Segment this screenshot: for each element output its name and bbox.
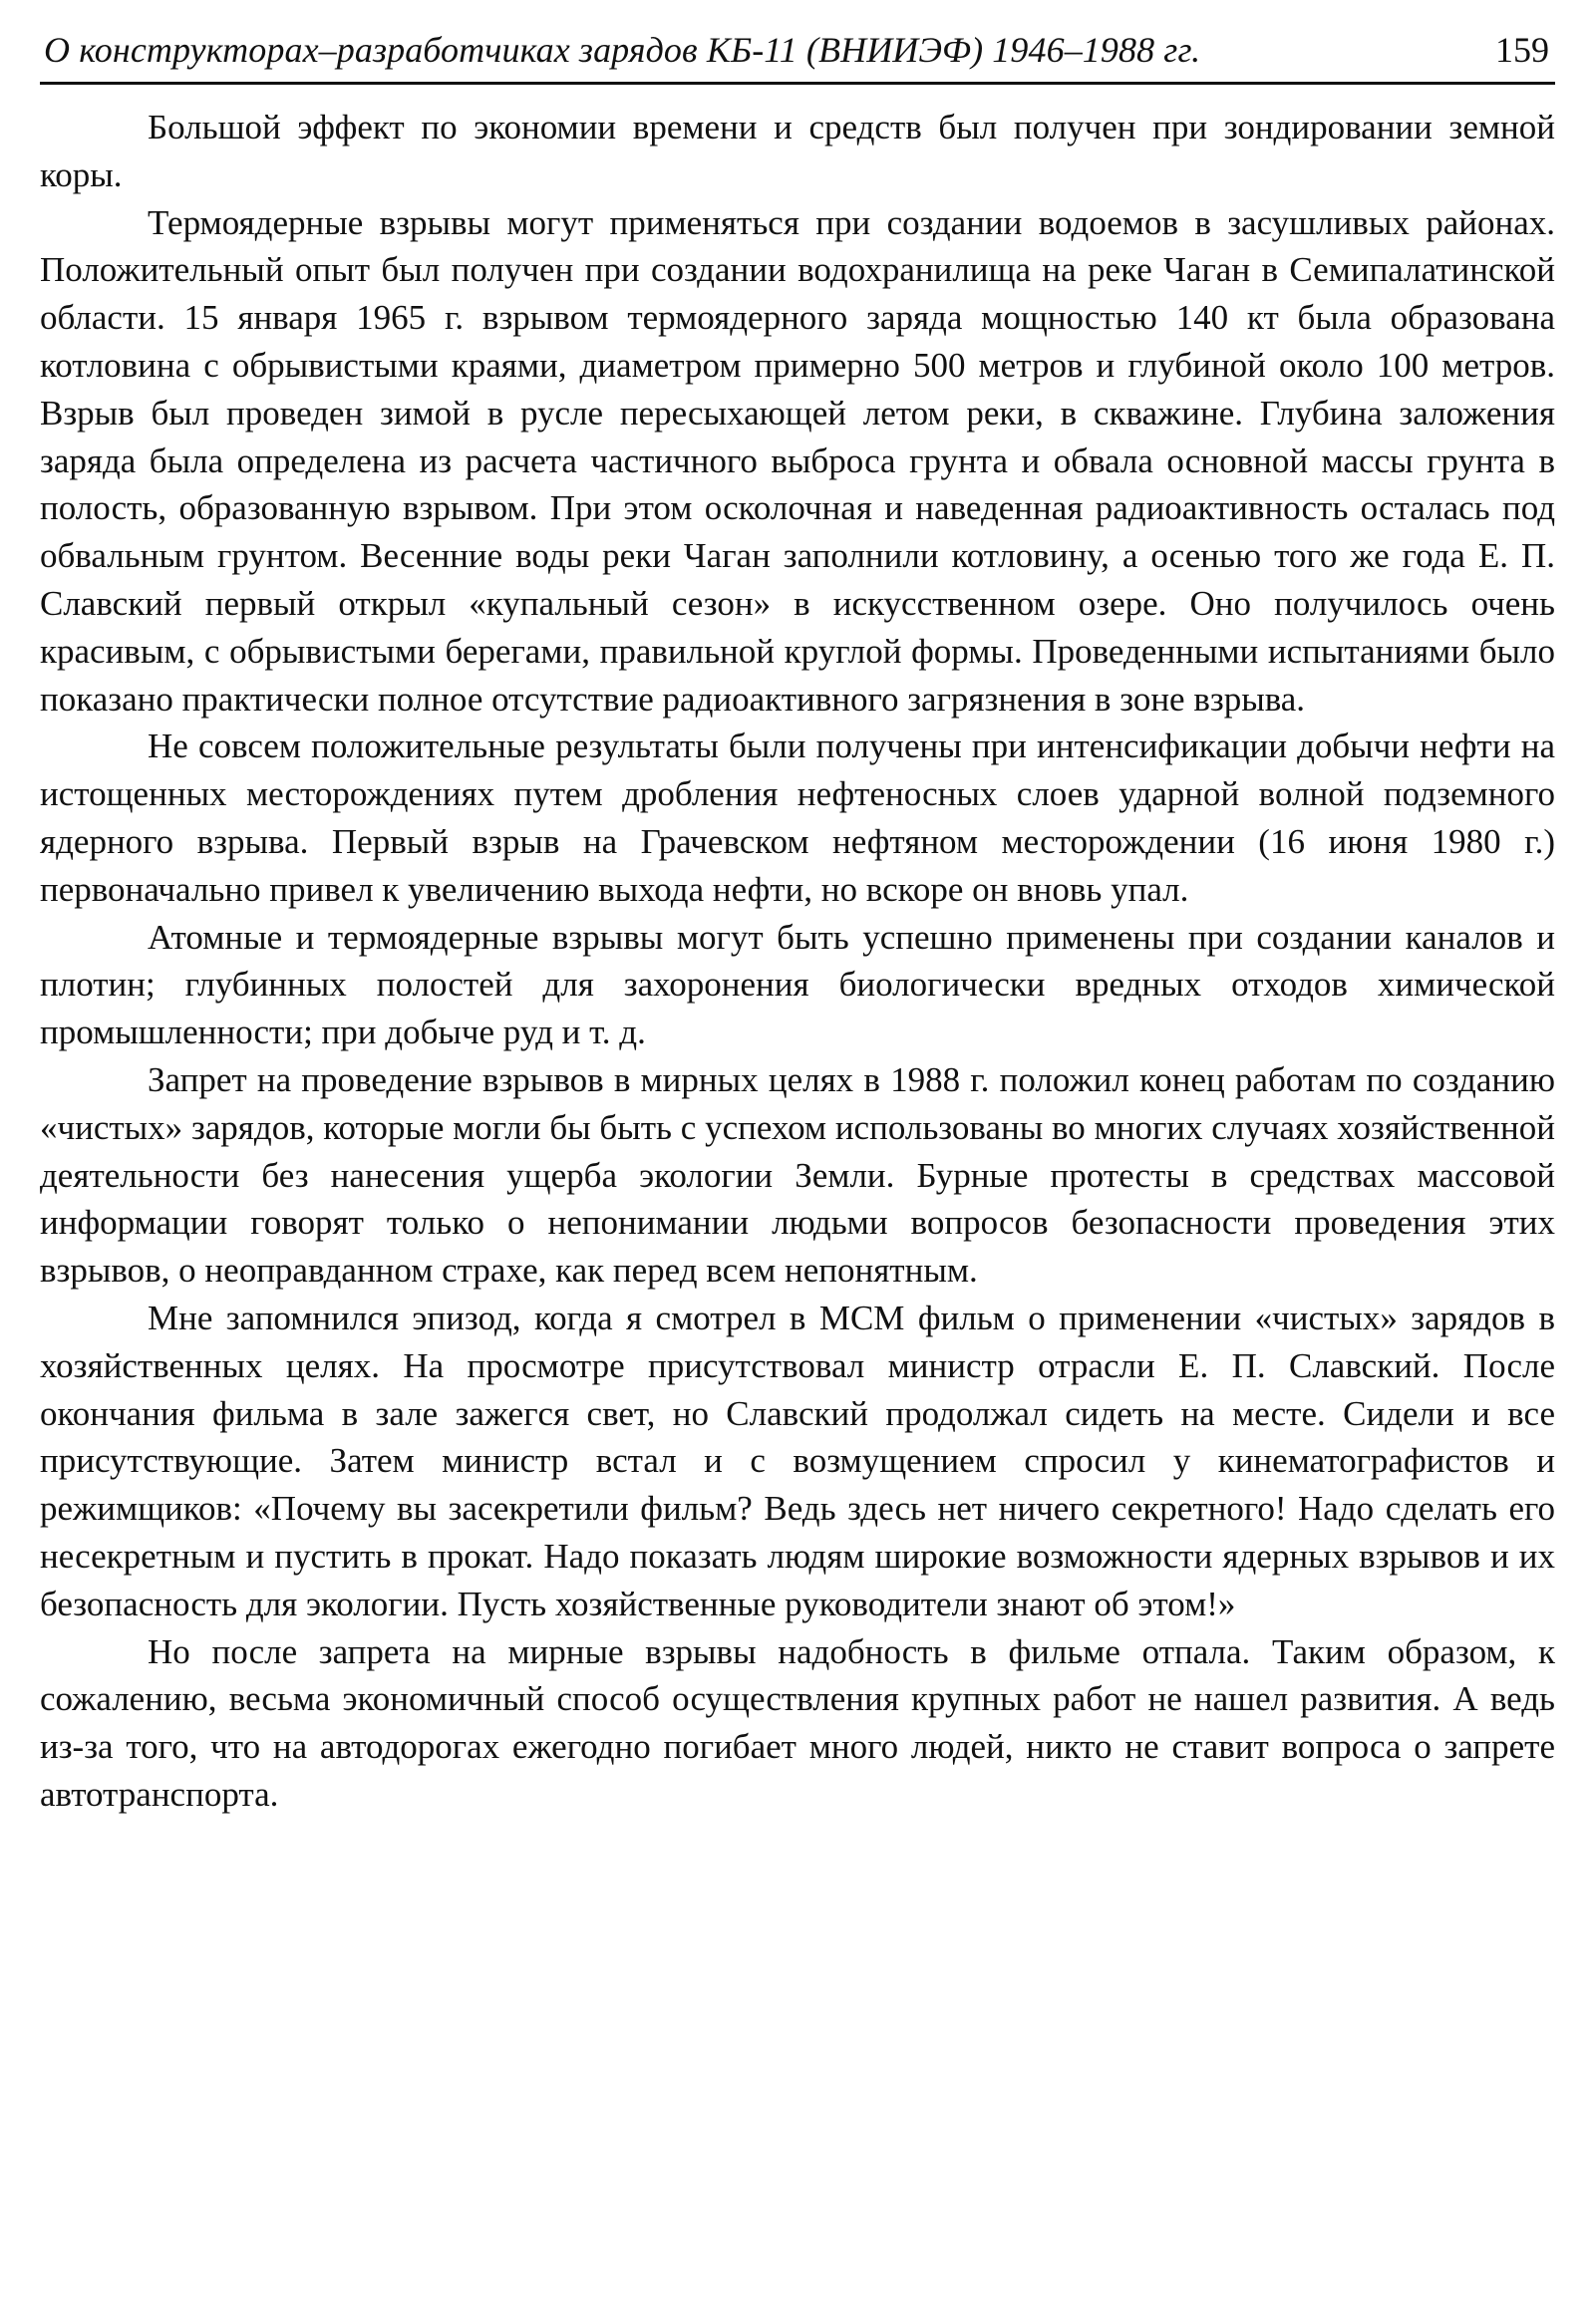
paragraph-2: Термоядерные взрывы могут применяться при создании водоемов в засушливых районах. Положительный опыт был получен при создании водохранилища на реке Чаган в Семипалатинской области. 15 января 1965 г. взрывом термоядерного заряда мощностью 140 кт была образована котловина с обрывистыми краями, диаметром примерно 500 метров и глубиной около 100 метров. Взрыв был проведен зимой в русле пересыхающей летом реки, в скважине. Глубина заложения заряда была определена из расчета частичного выброса грунта и обвала основной массы грунта в полость, образованную взрывом. При этом осколочная и наведенная радиоактивность осталась под обвальным грунтом. Весенние воды реки Чаган заполнили котловину, а осенью того же года Е. П. Славский первый открыл «купальный сезон» в искусственном озере. Оно получилось очень красивым, с обрывистыми берегами, правильной круглой формы. Проведенными испытаниями было показано практически полное отсутствие радиоактивного загрязнения в зоне взрыва. xyxy=(40,202,1555,719)
book-page xyxy=(40,22,1555,2294)
running-title: О конструкторах–разработчиках зарядов КБ-11 (ВНИИЭФ) 1946–1988 гг. xyxy=(44,30,1201,70)
paragraph-3: Не совсем положительные результаты были получены при интенсификации добычи нефти на истощенных месторождениях путем дробления нефтеносных слоев ударной волной подземного ядерного взрыва. Первый взрыв на Грачевском нефтяном месторождении (16 июня 1980 г.) первоначально привел к увеличению выхода нефти, но вскоре он вновь упал. xyxy=(40,726,1555,909)
body-text xyxy=(40,104,1555,1819)
paragraph-1: Большой эффект по экономии времени и средств был получен при зондировании земной коры. xyxy=(40,108,1555,194)
running-header xyxy=(40,22,1555,85)
page-number: 159 xyxy=(1495,30,1549,70)
paragraph-5: Запрет на проведение взрывов в мирных целях в 1988 г. положил конец работам по созданию «чистых» зарядов, которые могли бы быть с успехом использованы во многих случаях хозяйственной деятельности без нанесения ущерба экологии Земли. Бурные протесты в средствах массовой информации говорят только о непонимании людьми вопросов безопасности проведения этих взрывов, о неоправданном страхе, как перед всем непонятным. xyxy=(40,1059,1555,1291)
paragraph-7: Но после запрета на мирные взрывы надобность в фильме отпала. Таким образом, к сожалению, весьма экономичный способ осуществления крупных работ не нашел развития. А ведь из-за того, что на автодорогах ежегодно погибает много людей, никто не ставит вопроса о запрете автотранспорта. xyxy=(40,1631,1555,1814)
paragraph-6: Мне запомнился эпизод, когда я смотрел в МСМ фильм о применении «чистых» зарядов в хозяйственных целях. На просмотре присутствовал министр отрасли Е. П. Славский. После окончания фильма в зале зажегся свет, но Славский продолжал сидеть на месте. Сидели и все присутствующие. Затем министр встал и с возмущением спросил у кинематографистов и режимщиков: «Почему вы засекретили фильм? Ведь здесь нет ничего секретного! Надо сделать его несекретным и пустить в прокат. Надо показать людям широкие возможности ядерных взрывов и их безопасность для экологии. Пусть хозяйственные руководители знают об этом!» xyxy=(40,1298,1555,1623)
paragraph-4: Атомные и термоядерные взрывы могут быть успешно применены при создании каналов и плотин; глубинных полостей для захоронения биологически вредных отходов химической промышленности; при добыче руд и т. д. xyxy=(40,917,1555,1052)
